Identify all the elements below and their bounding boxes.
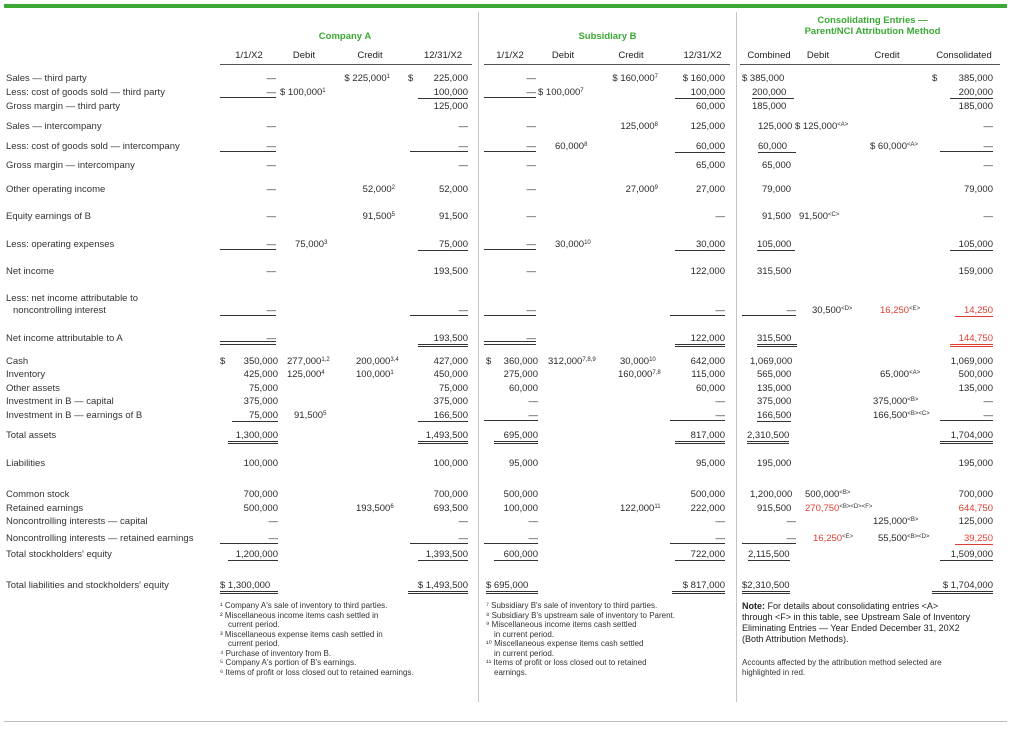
- cell: 91,500 $91,500^{<C>}$: [762, 211, 840, 222]
- row-label: Less: cost of goods sold — third party: [6, 87, 165, 98]
- cell: 225,000: [433, 73, 468, 84]
- cell: 75,000: [248, 383, 278, 394]
- row-label: Other operating income: [6, 184, 106, 195]
- row-label: Net income attributable to A: [6, 333, 123, 344]
- row-label: Total stockholders' equity: [6, 549, 112, 560]
- cell: $: [408, 73, 414, 84]
- cell: —: [715, 396, 725, 407]
- cell: —: [715, 211, 725, 222]
- cell: 2,115,500: [748, 549, 790, 560]
- cell: —: [458, 516, 468, 527]
- cell: 100,000: [418, 87, 468, 99]
- cell: 817,000: [675, 430, 725, 444]
- row-label: Noncontrolling interests — retained earnings: [6, 533, 194, 544]
- cell: 700,000: [958, 489, 993, 500]
- cell: $: [932, 73, 938, 84]
- cell: 193,500$^6$: [356, 503, 394, 514]
- company-a-heading: Company A: [318, 31, 372, 42]
- cell: 105,000: [757, 239, 795, 251]
- col-b-close: 12/31/X2: [683, 50, 722, 61]
- col-a-close: 12/31/X2: [423, 50, 463, 61]
- cell: —: [266, 305, 276, 316]
- cell: —: [983, 121, 993, 132]
- cell: 193,500: [418, 333, 468, 347]
- cell: 100,000: [503, 503, 538, 514]
- cell: 100,000: [243, 458, 278, 469]
- cell: $375,000^{<B>}$: [873, 396, 919, 407]
- row-label: Investment in B — capital: [6, 396, 114, 407]
- cell: —: [526, 141, 536, 152]
- cell: 105,000: [950, 239, 993, 251]
- cell: 91,500$^5$: [362, 211, 395, 222]
- col-c-debit: Debit: [806, 50, 830, 61]
- cell: $125,000^{<B>}$: [873, 516, 919, 527]
- cell: $ 1,493,500: [408, 580, 468, 594]
- cell: 193,500: [433, 266, 468, 277]
- cell: 693,500: [433, 503, 468, 514]
- cell: $ 385,000: [742, 73, 785, 84]
- row-label: Sales — intercompany: [6, 121, 102, 132]
- row-label: Noncontrolling interests — capital: [6, 516, 148, 527]
- header-rule: [484, 64, 730, 65]
- cell: 315,500: [757, 333, 797, 347]
- col-a-open: 1/1/X2: [235, 50, 263, 61]
- cell: —: [983, 396, 993, 407]
- row-label: noncontrolling interest: [13, 305, 106, 316]
- cell: 65,000: [695, 160, 725, 171]
- cell: 125,000$^4$: [287, 369, 325, 380]
- cell: 166,500: [757, 410, 792, 421]
- cell: 350,000: [243, 356, 278, 367]
- cell: 360,000: [503, 356, 538, 367]
- cell: —: [266, 239, 276, 250]
- cell: —: [526, 160, 536, 171]
- cell: 277,000$^{1,2}$: [287, 356, 330, 367]
- top-accent-bar: [4, 4, 1007, 8]
- cell: 100,000: [675, 87, 725, 99]
- cell: —: [266, 211, 276, 222]
- cell: 700,000: [433, 489, 468, 500]
- cell: $ 100,000$^1$: [280, 87, 326, 98]
- cell: —: [458, 533, 468, 544]
- cell: —: [526, 121, 536, 132]
- cell: 500,000: [958, 369, 993, 380]
- cell: $16,250^{<E>}$: [813, 533, 854, 544]
- col-b-debit: Debit: [551, 50, 575, 61]
- cell: —: [526, 184, 536, 195]
- col-consolidated: Consolidated: [936, 50, 992, 61]
- cell: 122,000: [675, 333, 725, 347]
- cell: —: [458, 141, 468, 152]
- cell: 79,000: [762, 184, 792, 195]
- cell: —: [715, 516, 725, 527]
- bottom-rule: [4, 721, 1007, 722]
- row-label: Less: operating expenses: [6, 239, 115, 250]
- cell: 375,000: [243, 396, 278, 407]
- cell: 1,509,000: [940, 549, 993, 561]
- cell: $ 160,000: [682, 73, 725, 84]
- cell: —: [528, 533, 538, 544]
- cell: 65,000: [762, 160, 792, 171]
- cell: 122,000: [690, 266, 725, 277]
- cell: 450,000: [433, 369, 468, 380]
- cell: $16,250^{<E>}$: [880, 305, 921, 316]
- cell: 100,000$^1$: [356, 369, 394, 380]
- cell: 425,000: [243, 369, 278, 380]
- cell: —: [983, 410, 993, 421]
- row-label: Cash: [6, 356, 29, 367]
- cell: 1,069,000: [750, 356, 793, 367]
- cell: 375,000: [433, 396, 468, 407]
- cell: 160,000$^{7,8}$: [618, 369, 661, 380]
- row-label: Total assets: [6, 430, 57, 441]
- cell: $: [486, 356, 492, 367]
- cell: —: [526, 305, 536, 316]
- footnotes-company-a: ¹ Company A's sale of inventory to third parties. ² Miscellaneous income items cash settled in current period. ³ Miscellaneous expense items cash settled in current period. ⁴ Purchase of inventory from B. ⁵ Company A's portion of B's earnings. ⁶ Items of profit or loss closed out to retained earnings.: [220, 601, 414, 677]
- cell: —: [266, 184, 276, 195]
- cell: $ 1,300,000: [220, 580, 278, 594]
- cell: —: [458, 160, 468, 171]
- cell: 427,000: [433, 356, 468, 367]
- col-combined: Combined: [747, 50, 791, 61]
- cell: —: [266, 141, 276, 152]
- cell: —: [266, 160, 276, 171]
- cell: 52,000$^2$: [362, 184, 395, 195]
- cell: 60,000: [695, 101, 725, 112]
- cell: $ 225,000$^1$: [344, 73, 390, 84]
- cell: 60,000: [695, 383, 725, 394]
- cell: $ 695,000: [486, 580, 538, 594]
- cell: 185,000: [958, 101, 993, 112]
- attribution-note: Accounts affected by the attribution method selected are highlighted in red.: [742, 658, 942, 677]
- cell: 600,000: [494, 549, 538, 561]
- row-label: Common stock: [6, 489, 70, 500]
- cell: $30,500^{<D>}$: [812, 305, 853, 316]
- cell: 115,000: [691, 369, 725, 380]
- cell: 166,500: [418, 410, 468, 422]
- cell: 125,000 $ $125,000^{<A>}$: [758, 121, 849, 132]
- cell: 30,000$^{10}$: [555, 239, 591, 250]
- cell: 135,000: [757, 383, 792, 394]
- row-label: Liabilities: [6, 458, 46, 469]
- cell: 1,200,000: [750, 489, 793, 500]
- column-separator: [736, 12, 737, 702]
- cell: $ 817,000: [672, 580, 725, 594]
- cell: $ 160,000$^7$: [612, 73, 658, 84]
- cell: 565,000: [757, 369, 792, 380]
- cell: —: [526, 239, 536, 250]
- cell: $: [220, 356, 226, 367]
- row-label: Equity earnings of B: [6, 211, 92, 222]
- cell: —: [458, 121, 468, 132]
- cell: 642,000: [690, 356, 725, 367]
- cell: $166,500^{<B><C>}$: [873, 410, 930, 421]
- cell: —: [266, 333, 276, 344]
- cell: $55,500^{<B><D>}$: [878, 533, 930, 544]
- cell: —: [526, 266, 536, 277]
- cell: 500,000: [690, 489, 725, 500]
- cell: 125,000$^8$: [620, 121, 658, 132]
- cell: 695,000: [494, 430, 538, 444]
- cell: —: [528, 516, 538, 527]
- cell: 91,500$^5$: [294, 410, 327, 421]
- col-c-credit: Credit: [874, 50, 900, 61]
- cell: 1,069,000: [950, 356, 993, 367]
- consolidating-heading-2: Parent/NCI Attribution Method: [804, 26, 941, 37]
- cell: 60,000: [675, 141, 725, 153]
- row-label: Less: cost of goods sold — intercompany: [6, 141, 180, 152]
- col-a-debit: Debit: [292, 50, 316, 61]
- cell: 500,000: [243, 503, 278, 514]
- cell: —: [983, 211, 993, 222]
- cell: —: [528, 396, 538, 407]
- subsidiary-b-heading: Subsidiary B: [578, 31, 637, 42]
- cell: 1,300,000: [228, 430, 278, 444]
- cell: 1,704,000: [940, 430, 993, 444]
- cell: 2,310,500: [747, 430, 789, 444]
- cell: 79,000: [963, 184, 993, 195]
- cell: —: [458, 305, 468, 316]
- footnotes-subsidiary-b: ⁷ Subsidiary B's sale of inventory to third parties. ⁸ Subsidiary B's upstream sale of inventory to Parent. ⁹ Miscellaneous income items cash settled in current period. ¹⁰ Miscellaneous expense items cash settled in current period. ¹¹ Items of profit or loss closed out to retained earnings.: [486, 601, 675, 677]
- row-label: Net income: [6, 266, 55, 277]
- consolidating-heading-1: Consolidating Entries —: [817, 15, 928, 26]
- row-label: Investment in B — earnings of B: [6, 410, 143, 421]
- cell: —: [266, 121, 276, 132]
- row-label: Gross margin — intercompany: [6, 160, 135, 171]
- col-a-credit: Credit: [357, 50, 383, 61]
- cell: 91,500: [438, 211, 468, 222]
- cell: —: [526, 333, 536, 344]
- cell: $ 1,704,000: [932, 580, 993, 594]
- cell: —: [268, 533, 278, 544]
- cell: 200,000$^{3,4}$: [356, 356, 399, 367]
- cell: —: [268, 516, 278, 527]
- cell: —: [786, 533, 796, 544]
- cell: 27,000: [695, 184, 725, 195]
- cell: —: [526, 87, 536, 98]
- cell: 200,000: [752, 87, 794, 99]
- cell: 195,000: [757, 458, 792, 469]
- cell: 700,000: [243, 489, 278, 500]
- cell: 375,000: [757, 396, 792, 407]
- row-label: Inventory: [6, 369, 46, 380]
- cell: 312,000$^{7,8,9}$: [548, 356, 596, 367]
- cell: 315,500: [757, 266, 792, 277]
- cell: 60,000$^8$: [555, 141, 588, 152]
- cell: $2,310,500: [742, 580, 790, 594]
- cell: 125,000: [958, 516, 993, 527]
- cell: 500,000: [503, 489, 538, 500]
- cell: $500,000^{<B>}$: [805, 489, 851, 500]
- cell: 159,000: [958, 266, 993, 277]
- cell: —: [983, 141, 993, 152]
- cell: $ 100,000$^7$: [538, 87, 584, 98]
- cell: 75,000: [418, 239, 468, 251]
- cell: 1,393,500: [418, 549, 468, 561]
- cell: $65,000^{<A>}$: [880, 369, 921, 380]
- cell: —: [266, 87, 276, 98]
- row-label: Retained earnings: [6, 503, 84, 514]
- cell: —: [526, 211, 536, 222]
- cell: 52,000: [438, 184, 468, 195]
- row-label: Gross margin — third party: [6, 101, 121, 112]
- cell: 95,000: [508, 458, 538, 469]
- underline: [220, 344, 276, 345]
- cell: 100,000: [433, 458, 468, 469]
- cell: 60,000: [758, 141, 796, 153]
- cell: 122,000$^{11}$: [620, 503, 661, 514]
- col-b-open: 1/1/X2: [496, 50, 524, 61]
- cell: —: [266, 73, 276, 84]
- cell: 722,000: [675, 549, 725, 561]
- cell: 75,000: [438, 383, 468, 394]
- cell: 135,000: [958, 383, 993, 394]
- cell: 195,000: [958, 458, 993, 469]
- header-rule: [740, 64, 1000, 65]
- cell: 75,000: [232, 410, 278, 422]
- cell: 222,000: [690, 503, 725, 514]
- cell: 125,000: [690, 121, 725, 132]
- cell: —: [983, 160, 993, 171]
- cell: 915,500: [757, 503, 792, 514]
- cell: 385,000: [958, 73, 993, 84]
- row-label: Other assets: [6, 383, 60, 394]
- cell: 144,750: [950, 333, 993, 347]
- cell: 14,250: [955, 305, 993, 317]
- cell: 1,493,500: [418, 430, 468, 444]
- cell: $270,750^{<B><D><F>}$: [805, 503, 873, 514]
- cell: —: [786, 516, 796, 527]
- cell: 185,000: [752, 101, 787, 112]
- cell: 125,000: [433, 101, 468, 112]
- cell: 39,250: [955, 533, 993, 545]
- cell: —: [786, 305, 796, 316]
- cell: 30,000: [675, 239, 725, 251]
- cell: 30,000$^{10}$: [620, 356, 656, 367]
- underline: [484, 344, 536, 345]
- row-label: Total liabilities and stockholders' equity: [6, 580, 169, 591]
- note-block: Note: For details about consolidating entries <A> through <F> in this table, see Upstream Sale of Inventory Eliminating Entries — Year Ended December 31, 20X2 (Both Attribution Methods).: [742, 601, 971, 644]
- cell: 1,200,000: [228, 549, 278, 561]
- cell: 95,000: [695, 458, 725, 469]
- cell: 60,000: [508, 383, 538, 394]
- cell: —: [715, 533, 725, 544]
- cell: —: [715, 305, 725, 316]
- col-b-credit: Credit: [618, 50, 644, 61]
- cell: —: [715, 410, 725, 421]
- cell: 75,000$^3$: [295, 239, 328, 250]
- row-label: Less: net income attributable to: [6, 293, 139, 304]
- cell: 644,750: [958, 503, 993, 514]
- cell: —: [266, 266, 276, 277]
- cell: —: [528, 410, 538, 421]
- cell: —: [526, 73, 536, 84]
- cell: 275,000: [503, 369, 538, 380]
- cell: 27,000$^9$: [625, 184, 658, 195]
- row-label: Sales — third party: [6, 73, 87, 84]
- cell: 200,000: [950, 87, 993, 99]
- cell: $ $60,000^{<A>}$: [870, 141, 918, 152]
- column-separator: [478, 12, 479, 702]
- header-rule: [220, 64, 472, 65]
